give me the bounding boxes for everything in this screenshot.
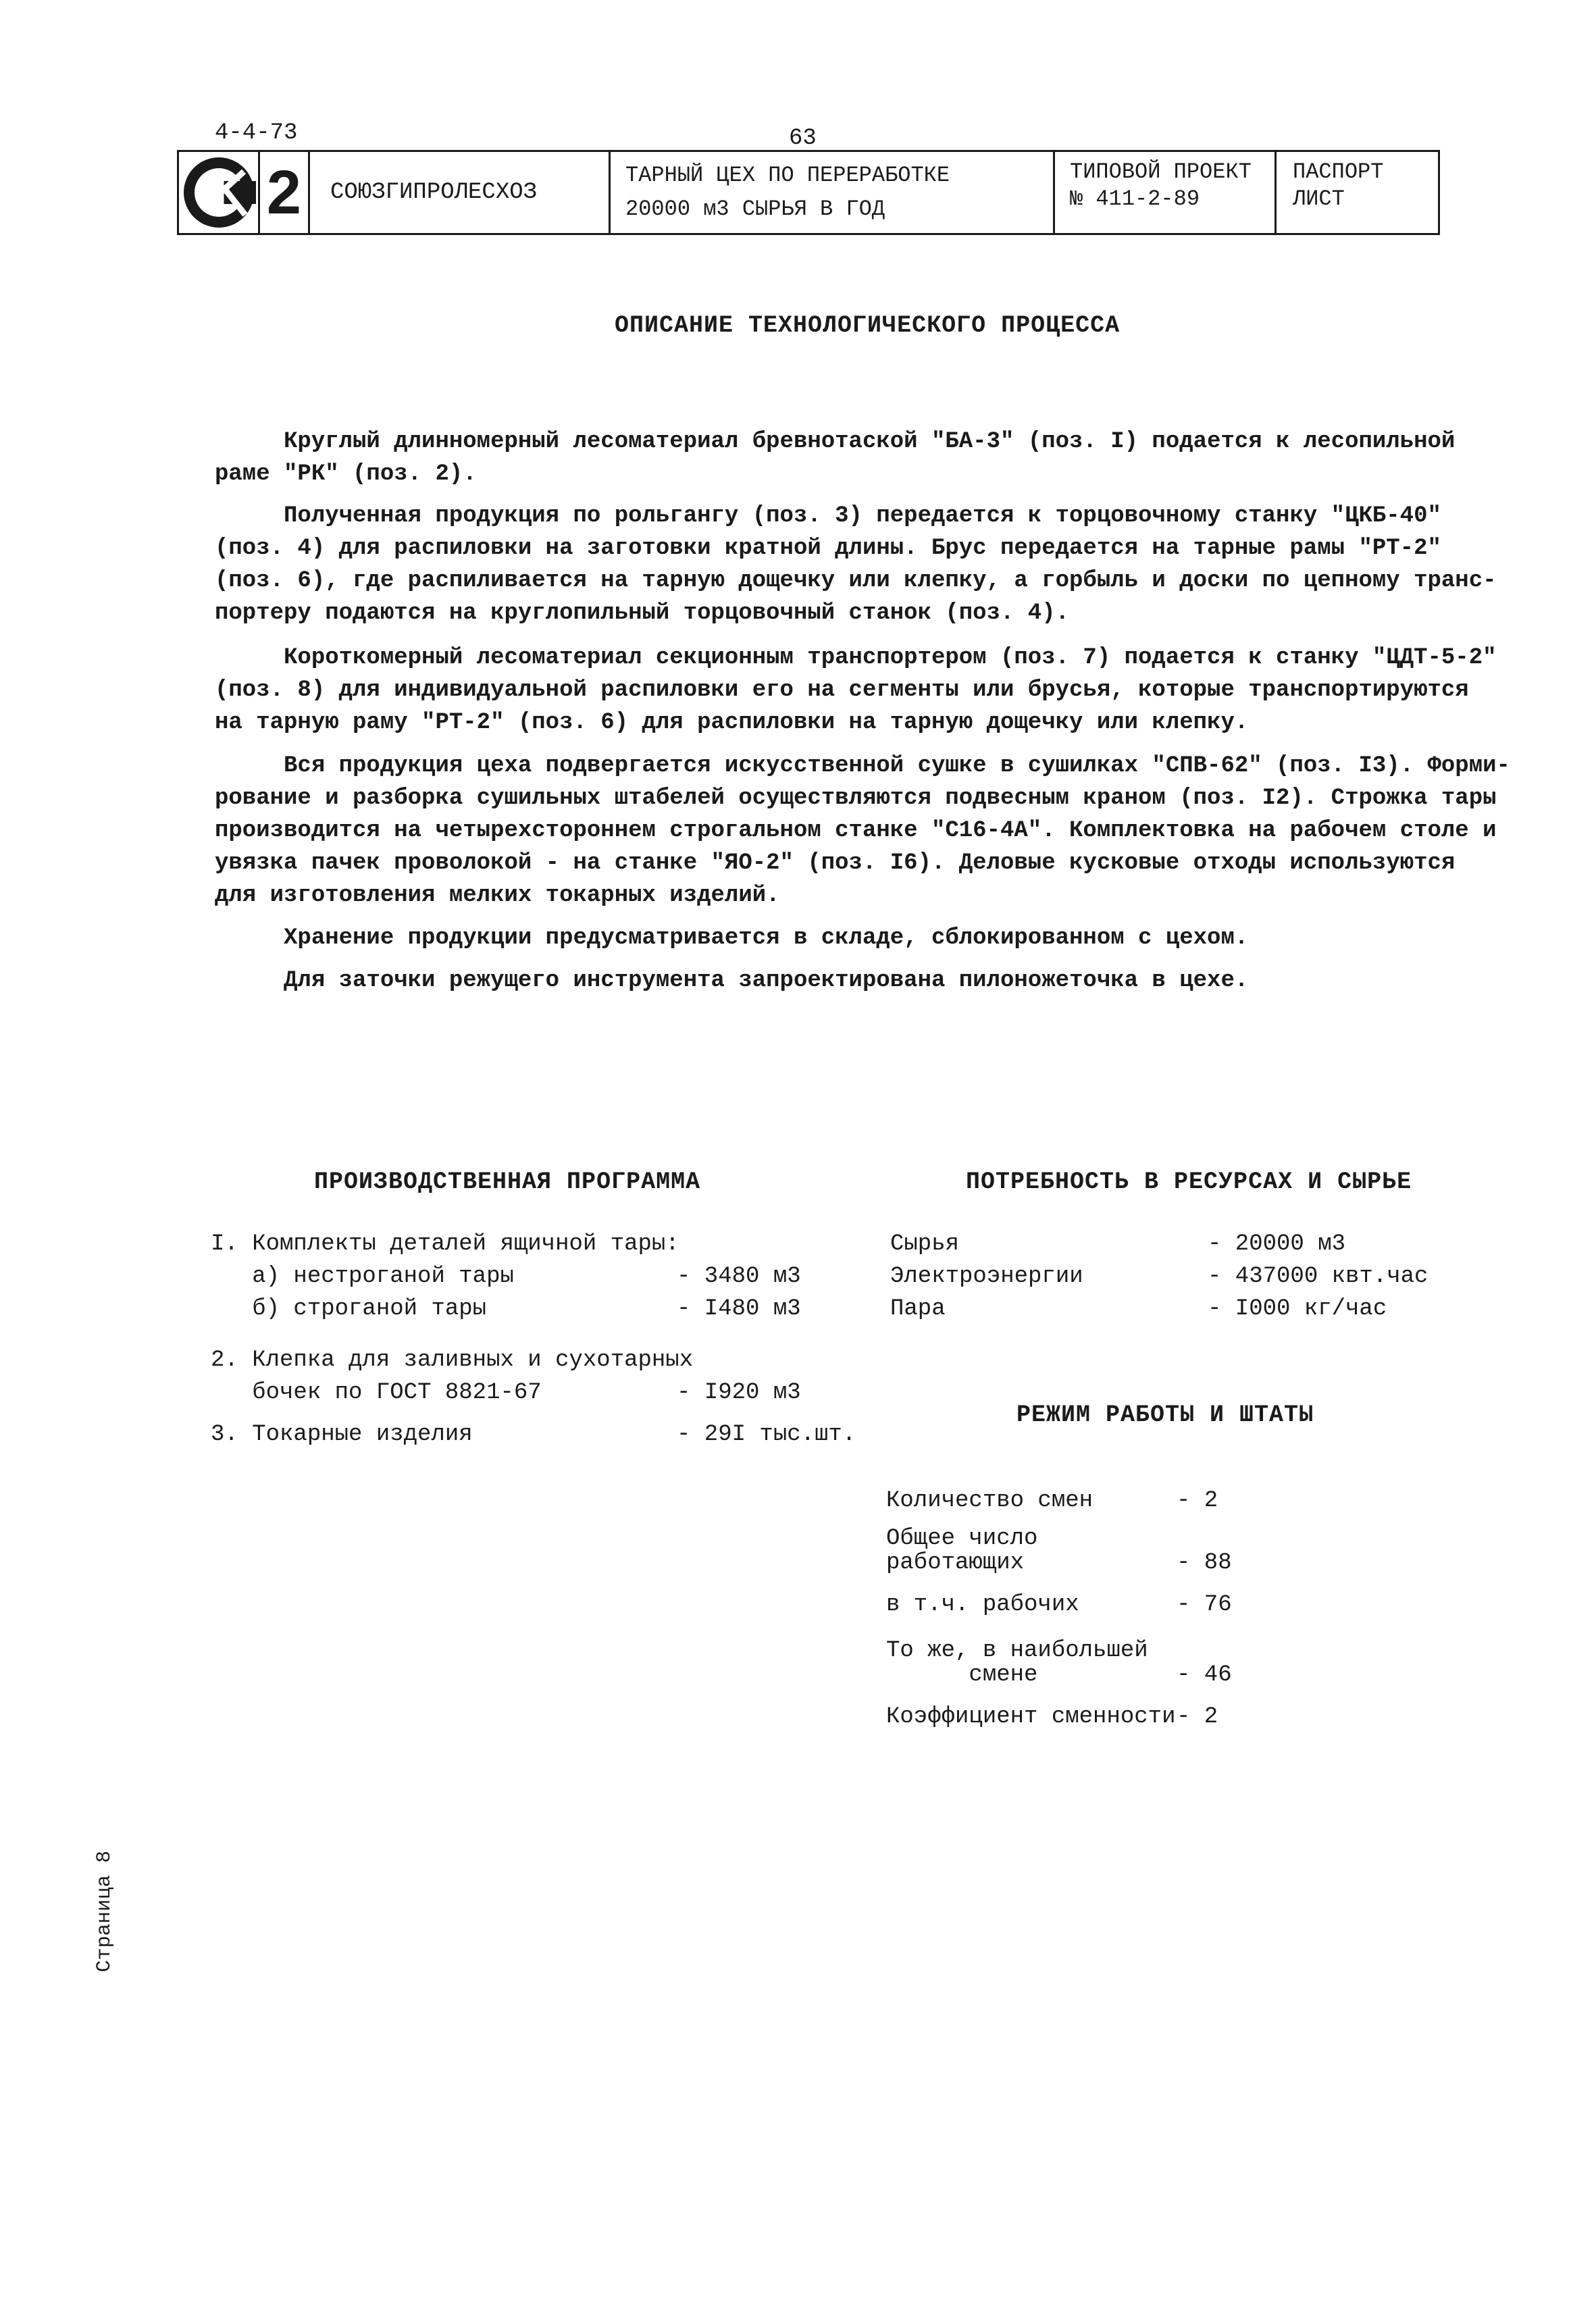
work-mode-item-text: Коэффициент сменности <box>886 1704 1176 1730</box>
resources-list <box>890 1228 1431 1325</box>
work-mode-item-text: в т.ч. рабочих <box>886 1592 1079 1618</box>
work-mode-item <box>886 1526 1291 1579</box>
program-item <box>211 1377 873 1409</box>
program-item-text: 2. Клепка для заливных и сухотарных <box>211 1347 694 1373</box>
paragraph-line: (поз. 4) для распиловки на заготовки кратной длины. Брус передается на тарные рамы "РТ-2" <box>215 536 1441 561</box>
title-block <box>177 150 1440 235</box>
paragraph-line: Вся продукция цеха подвергается искусственной сушке в сушилках "СПВ-62" (поз. I3). Форми- <box>215 753 1510 779</box>
resource-item-text: Сырья <box>890 1231 960 1257</box>
work-mode-item-value: - 46 <box>1177 1662 1232 1688</box>
paragraph-line: раме "РК" (поз. 2). <box>215 461 477 487</box>
work-mode-item-value: - 2 <box>1177 1488 1218 1514</box>
work-mode-item-text: Общее число работающих <box>886 1526 1038 1576</box>
passport-sheet <box>1277 152 1438 233</box>
project-id-line2: № 411-2-89 <box>1070 186 1200 211</box>
work-mode-item-value: - 2 <box>1177 1704 1218 1730</box>
resource-item-text: Пара <box>890 1296 946 1322</box>
paragraph-line: на тарную раму "РТ-2" (поз. 6) для распиловки на тарную дощечку или клепку. <box>215 710 1249 736</box>
work-mode-title: РЕЖИМ РАБОТЫ И ШТАТЫ <box>1016 1402 1314 1429</box>
resource-item-value: - 20000 м3 <box>1208 1231 1346 1257</box>
stamp-number: 2 <box>260 152 310 233</box>
paragraph-6 <box>215 965 1431 997</box>
project-title-line2: 20000 м3 СЫРЬЯ В ГОД <box>625 197 885 222</box>
paragraph-line: (поз. 6), где распиливается на тарную дощечку или клепку, а горбыль и доски по цепному транс- <box>215 568 1497 594</box>
work-mode-list <box>886 1485 1291 1743</box>
resource-item <box>890 1293 1431 1325</box>
sk-logo-icon <box>179 152 260 233</box>
paragraph-line: производится на четырехстороннем строгальном станке "С16-4А". Комплектовка на рабочем столе и <box>215 818 1497 844</box>
paragraph-2 <box>215 500 1497 629</box>
program-item-value: - I480 м3 <box>677 1296 801 1322</box>
paragraph-4 <box>215 750 1510 912</box>
resources-title: ПОТРЕБНОСТЬ В РЕСУРСАХ И СЫРЬЕ <box>966 1168 1412 1195</box>
paragraph-line: Короткомерный лесоматериал секционным транспортером (поз. 7) подается к станку "ЦДТ-5-2" <box>215 645 1497 671</box>
paragraph-line: Хранение продукции предусматривается в складе, сблокированном с цехом. <box>215 925 1249 951</box>
work-mode-item-text: Количество смен <box>886 1488 1093 1514</box>
work-mode-item-value: - 88 <box>1177 1550 1232 1576</box>
program-item-value: - 3480 м3 <box>677 1264 801 1289</box>
paragraph-5 <box>215 922 1431 954</box>
paragraph-line: (поз. 8) для индивидуальной распиловки его на сегменты или брусья, которые транспортируются <box>215 677 1469 703</box>
resource-item <box>890 1260 1431 1293</box>
program-item-value: - I920 м3 <box>677 1380 801 1406</box>
resource-item <box>890 1228 1431 1260</box>
program-list <box>211 1228 873 1451</box>
project-id <box>1055 152 1277 233</box>
program-item-text: бочек по ГОСТ 8821-67 <box>211 1380 542 1406</box>
program-item-text: а) нестроганой тары <box>211 1264 514 1289</box>
paragraph-line: портеру подаются на круглопильный торцовочный станок (поз. 4). <box>215 600 1070 626</box>
program-title: ПРОИЗВОДСТВЕННАЯ ПРОГРАММА <box>314 1168 701 1195</box>
program-item <box>211 1418 873 1451</box>
project-title-line1: ТАРНЫЙ ЦЕХ ПО ПЕРЕРАБОТКЕ <box>625 163 950 188</box>
resource-item-text: Электроэнергии <box>890 1264 1083 1289</box>
resource-item-value: - 437000 квт.час <box>1208 1264 1428 1289</box>
work-mode-item <box>886 1589 1291 1621</box>
work-mode-item-value: - 76 <box>1177 1592 1232 1618</box>
page-number: 63 <box>789 126 817 151</box>
program-item-text: б) строганой тары <box>211 1296 487 1322</box>
work-mode-item <box>886 1701 1291 1733</box>
program-item-value: - 29I тыс.шт. <box>677 1422 856 1447</box>
project-title <box>611 152 1055 233</box>
program-item-text: 3. Токарные изделия <box>211 1422 473 1447</box>
document-code: 4-4-73 <box>215 120 298 146</box>
project-id-line1: ТИПОВОЙ ПРОЕКТ <box>1070 159 1252 184</box>
program-item <box>211 1293 873 1325</box>
paragraph-line: для изготовления мелких токарных изделий. <box>215 883 780 908</box>
organization-name: СОЮЗГИПРОЛЕСХОЗ <box>310 152 611 233</box>
paragraph-line: увязка пачек проволокой - на станке "ЯО-2" (поз. I6). Деловые кусковые отходы используются <box>215 850 1456 876</box>
paragraph-line: Полученная продукция по рольгангу (поз. 3) передается к торцовочному станку "ЦКБ-40" <box>215 503 1441 529</box>
paragraph-line: Круглый длинномерный лесоматериал бревнотаской "БА-3" (поз. I) подается к лесопильной <box>215 429 1456 455</box>
page-side-label: Страница 8 <box>93 1850 116 1972</box>
program-item-text: I. Комплекты деталей ящичной тары: <box>211 1231 679 1257</box>
description-title: ОПИСАНИЕ ТЕХНОЛОГИЧЕСКОГО ПРОЦЕССА <box>615 312 1121 339</box>
program-item <box>211 1228 873 1260</box>
paragraph-line: рование и разборка сушильных штабелей осуществляются подвесным краном (поз. I2). Строжка тары <box>215 786 1497 811</box>
paragraph-1 <box>215 426 1456 490</box>
program-item <box>211 1260 873 1293</box>
work-mode-item <box>886 1639 1291 1691</box>
passport-line2: ЛИСТ <box>1293 186 1345 211</box>
work-mode-item <box>886 1485 1291 1517</box>
paragraph-line: Для заточки режущего инструмента запроектирована пилоножеточка в цехе. <box>215 968 1249 994</box>
resource-item-value: - I000 кг/час <box>1208 1296 1387 1322</box>
work-mode-item-text: То же, в наибольшей смене <box>886 1638 1148 1688</box>
paragraph-3 <box>215 642 1497 739</box>
passport-line1: ПАСПОРТ <box>1293 159 1384 184</box>
program-item <box>211 1344 873 1377</box>
